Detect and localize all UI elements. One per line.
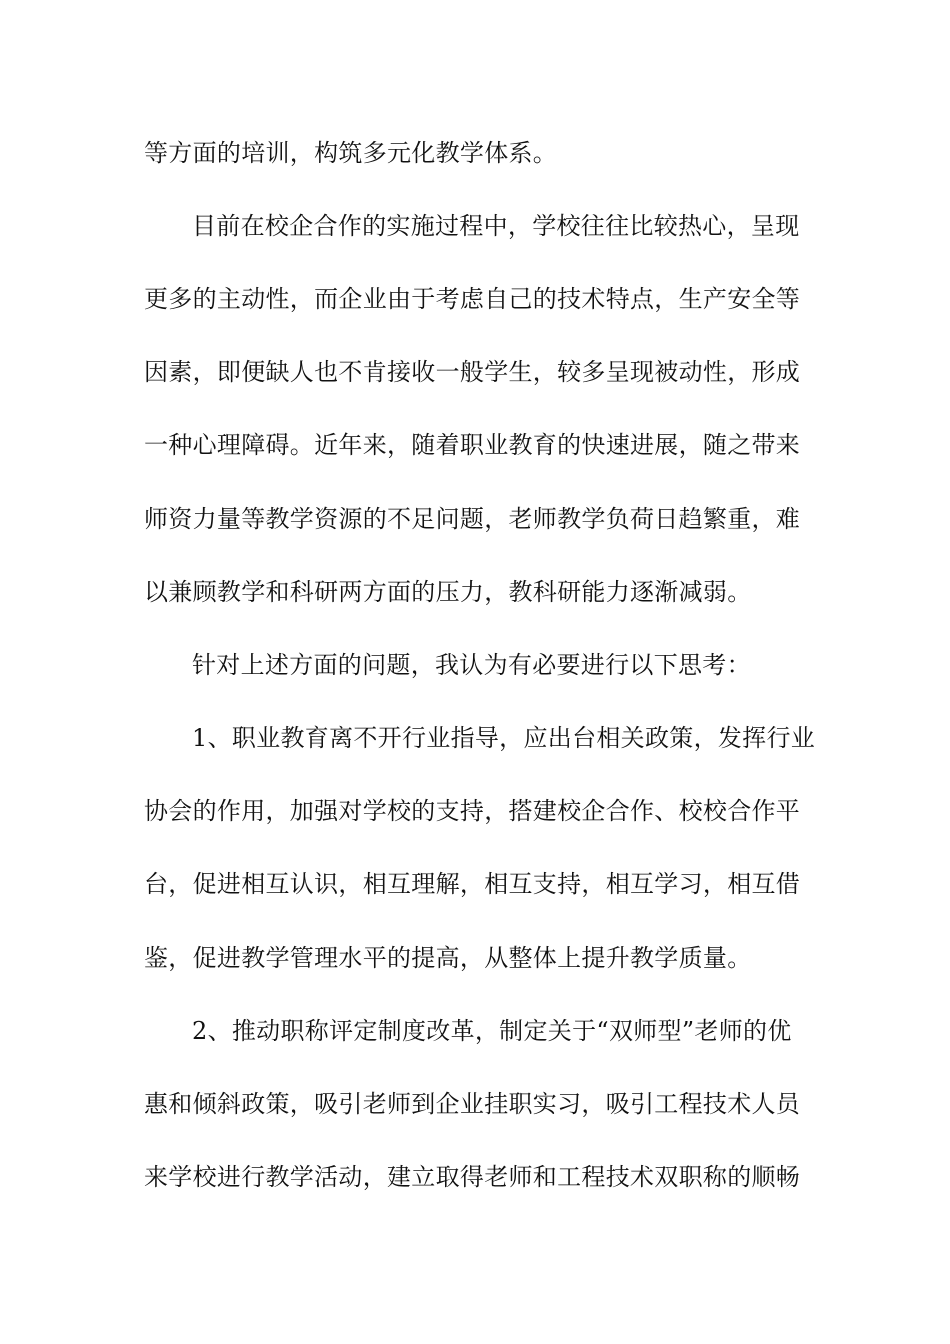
text-line: 来学校进行教学活动，建立取得老师和工程技术双职称的顺畅 [144, 1163, 801, 1191]
text-line: 台，促进相互认识，相互理解，相互支持，相互学习，相互借 [144, 870, 801, 898]
text-line: 更多的主动性，而企业由于考虑自己的技术特点，生产安全等 [144, 285, 801, 313]
text-line: 等方面的培训，构筑多元化教学体系。 [144, 139, 558, 167]
text-line: 鉴，促进教学管理水平的提高，从整体上提升教学质量。 [144, 944, 752, 972]
paragraph-start: 目前在校企合作的实施过程中，学校往往比较热心，呈现 [192, 212, 800, 240]
text-line: 以兼顾教学和科研两方面的压力，教科研能力逐渐减弱。 [144, 578, 752, 606]
text-line: 一种心理障碍。近年来，随着职业教育的快速进展，随之带来 [144, 431, 801, 459]
text-line: 惠和倾斜政策，吸引老师到企业挂职实习，吸引工程技术人员 [144, 1090, 801, 1118]
paragraph-start: 1、职业教育离不开行业指导，应出台相关政策，发挥行业 [192, 724, 816, 752]
text-line: 师资力量等教学资源的不足问题，老师教学负荷日趋繁重，难 [144, 505, 801, 533]
paragraph-start: 针对上述方面的问题，我认为有必要进行以下思考： [192, 651, 751, 679]
text-line: 因素，即便缺人也不肯接收一般学生，较多呈现被动性，形成 [144, 358, 801, 386]
text-line: 协会的作用，加强对学校的支持，搭建校企合作、校校合作平 [144, 797, 801, 825]
paragraph-start: 2、推动职称评定制度改革，制定关于“双师型”老师的优 [192, 1017, 792, 1045]
